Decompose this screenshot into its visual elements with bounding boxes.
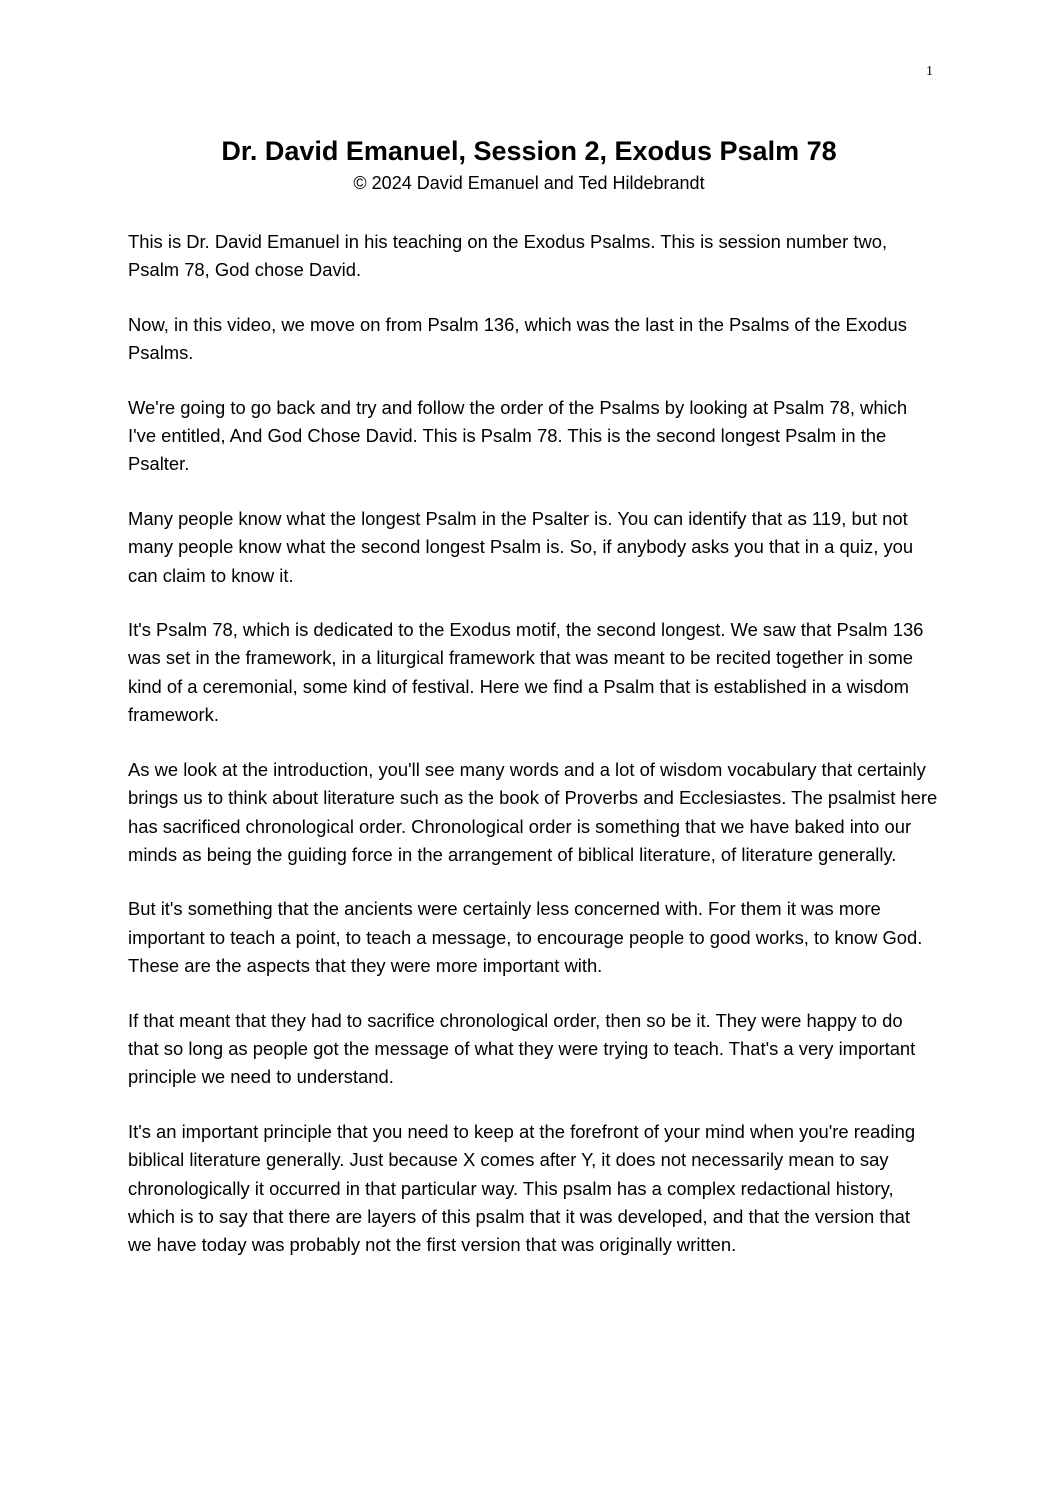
document-title: Dr. David Emanuel, Session 2, Exodus Psalm 78	[221, 136, 837, 166]
paragraph: We're going to go back and try and follow the order of the Psalms by looking at Psalm 78, which I've entitled, And God Chose David. This is Psalm 78. This is the second longest Psalm in the Psalter.	[128, 396, 908, 475]
paragraph: As we look at the introduction, you'll see many words and a lot of wisdom vocabulary that certainly brings us to think about literature such as the book of Proverbs and Ecclesiastes. The psalmist here has sacrificed chronological order. Chronological order is something that we have baked into our minds as being the guiding force in the arrangement of biblical literature, of literature generally.	[128, 758, 938, 865]
page-number: 1	[926, 64, 933, 79]
paragraph: If that meant that they had to sacrifice chronological order, then so be it. They were happy to do that so long as people got the message of what they were trying to teach. That's a very important principle we need to understand.	[128, 1009, 916, 1088]
paragraph: It's Psalm 78, which is dedicated to the Exodus motif, the second longest. We saw that Psalm 136 was set in the framework, in a liturgical framework that was meant to be recited together in some kind of a ceremonial, some kind of festival. Here we find a Psalm that is established in a wisdom framework.	[128, 619, 924, 726]
paragraph: This is Dr. David Emanuel in his teaching on the Exodus Psalms. This is session number two, Psalm 78, God chose David.	[128, 231, 888, 281]
paragraph: Many people know what the longest Psalm in the Psalter is. You can identify that as 119, but not many people know what the second longest Psalm is. So, if anybody asks you that in a quiz, you can claim to know it.	[128, 507, 914, 586]
paragraph: It's an important principle that you need to keep at the forefront of your mind when you're reading biblical literature generally. Just because X comes after Y, it does not necessarily mean to say chronologically it occurred in that particular way. This psalm has a complex redactional history, which is to say that there are layers of this psalm that it was developed, and that the version that we have today was probably not the first version that was originally written.	[128, 1120, 916, 1256]
paragraph: Now, in this video, we move on from Psalm 136, which was the last in the Psalms of the Exodus Psalms.	[128, 313, 907, 364]
document-body	[128, 228, 938, 1286]
paragraph: But it's something that the ancients were certainly less concerned with. For them it was more important to teach a point, to teach a message, to encourage people to good works, to know God. These are the aspects that they were more important with.	[128, 898, 923, 977]
copyright-line: © 2024 David Emanuel and Ted Hildebrandt	[353, 173, 705, 193]
